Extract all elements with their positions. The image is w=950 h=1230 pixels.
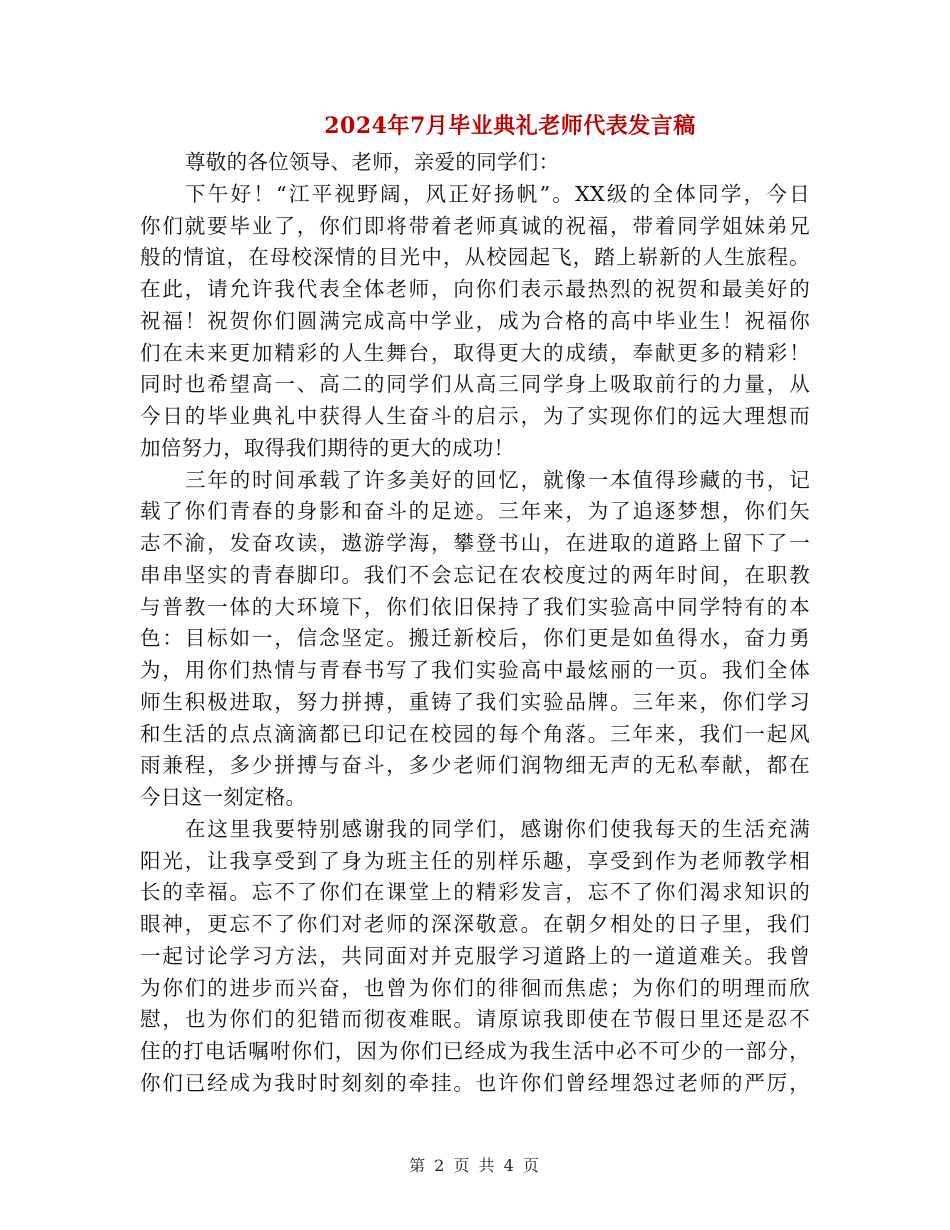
text-line: 长的幸福。忘不了你们在课堂上的精彩发言，忘不了你们渴求知识的 bbox=[140, 880, 810, 905]
text-line: 今日这一刻定格。 bbox=[140, 785, 307, 809]
text-line: 祝福！祝贺你们圆满完成高中学业，成为合格的高中毕业生！祝福你 bbox=[140, 308, 810, 333]
text-line: 和生活的点点滴滴都已印记在校园的每个角落。三年来，我们一起风 bbox=[140, 721, 810, 746]
text-line: 载了你们青春的身影和奋斗的足迹。三年来，为了追逐梦想，你们矢 bbox=[140, 499, 810, 524]
document-body bbox=[140, 147, 810, 1100]
text-line: 一起讨论学习方法，共同面对并克服学习道路上的一道道难关。我曾 bbox=[140, 943, 810, 968]
text-line: 在这里我要特别感谢我的同学们，感谢你们使我每天的生活充满 bbox=[185, 816, 810, 841]
text-line: 志不渝，发奋攻读，遨游学海，攀登书山，在进取的道路上留下了一 bbox=[140, 531, 810, 555]
text-line: 三年的时间承载了许多美好的回忆，就像一本值得珍藏的书，记 bbox=[185, 467, 810, 492]
text-line: 在此，请允许我代表全体老师，向你们表示最热烈的祝贺和最美好的 bbox=[140, 277, 810, 301]
text-line: 与普教一体的大环境下，你们依旧保持了我们实验高中同学特有的本 bbox=[140, 594, 810, 619]
text-line: 为，用你们热情与青春书写了我们实验高中最炫丽的一页。我们全体 bbox=[140, 658, 810, 682]
text-line: 般的情谊，在母校深情的目光中，从校园起飞，踏上崭新的人生旅程。 bbox=[140, 245, 810, 270]
text-line: 慰，也为你们的犯错而彻夜难眠。请原谅我即使在节假日里还是忍不 bbox=[140, 1007, 810, 1032]
text-line: 下午好！“江平视野阔，风正好扬帆”。XX级的全体同学，今日 bbox=[185, 181, 810, 206]
text-line: 你们已经成为我时时刻刻的牵挂。也许你们曾经埋怨过老师的严厉， bbox=[140, 1070, 810, 1095]
text-line: 为你们的进步而兴奋，也曾为你们的徘徊而焦虑；为你们的明理而欣 bbox=[140, 975, 810, 1000]
text-line: 今日的毕业典礼中获得人生奋斗的启示，为了实现你们的远大理想而 bbox=[140, 404, 810, 428]
text-line: 阳光，让我享受到了身为班主任的别样乐趣，享受到作为老师教学相 bbox=[140, 848, 810, 873]
text-line: 加倍努力，取得我们期待的更大的成功！ bbox=[140, 435, 515, 460]
text-line: 住的打电话嘱咐你们，因为你们已经成为我生活中必不可少的一部分， bbox=[140, 1039, 810, 1063]
text-line: 眼神，更忘不了你们对老师的深深敬意。在朝夕相处的日子里，我们 bbox=[140, 912, 810, 936]
text-line: 你们就要毕业了，你们即将带着老师真诚的祝福，带着同学姐妹弟兄 bbox=[140, 213, 810, 238]
text-line: 串串坚实的青春脚印。我们不会忘记在农校度过的两年时间，在职教 bbox=[140, 562, 810, 587]
text-line: 们在未来更加精彩的人生舞台，取得更大的成绩，奉献更多的精彩！ bbox=[140, 340, 810, 365]
text-line: 雨兼程，多少拼搏与奋斗，多少老师们润物细无声的无私奉献，都在 bbox=[140, 753, 810, 778]
document-title: 2024年7月毕业典礼老师代表发言稿 bbox=[324, 113, 696, 139]
page-footer: 第 2 页 共 4 页 bbox=[409, 1156, 541, 1175]
text-line: 尊敬的各位领导、老师，亲爱的同学们： bbox=[185, 150, 560, 174]
text-line: 师生积极进取，努力拼搏，重铸了我们实验品牌。三年来，你们学习 bbox=[140, 689, 810, 714]
text-line: 色：目标如一，信念坚定。搬迁新校后，你们更是如鱼得水，奋力勇 bbox=[140, 626, 810, 651]
text-line: 同时也希望高一、高二的同学们从高三同学身上吸取前行的力量，从 bbox=[140, 372, 810, 397]
